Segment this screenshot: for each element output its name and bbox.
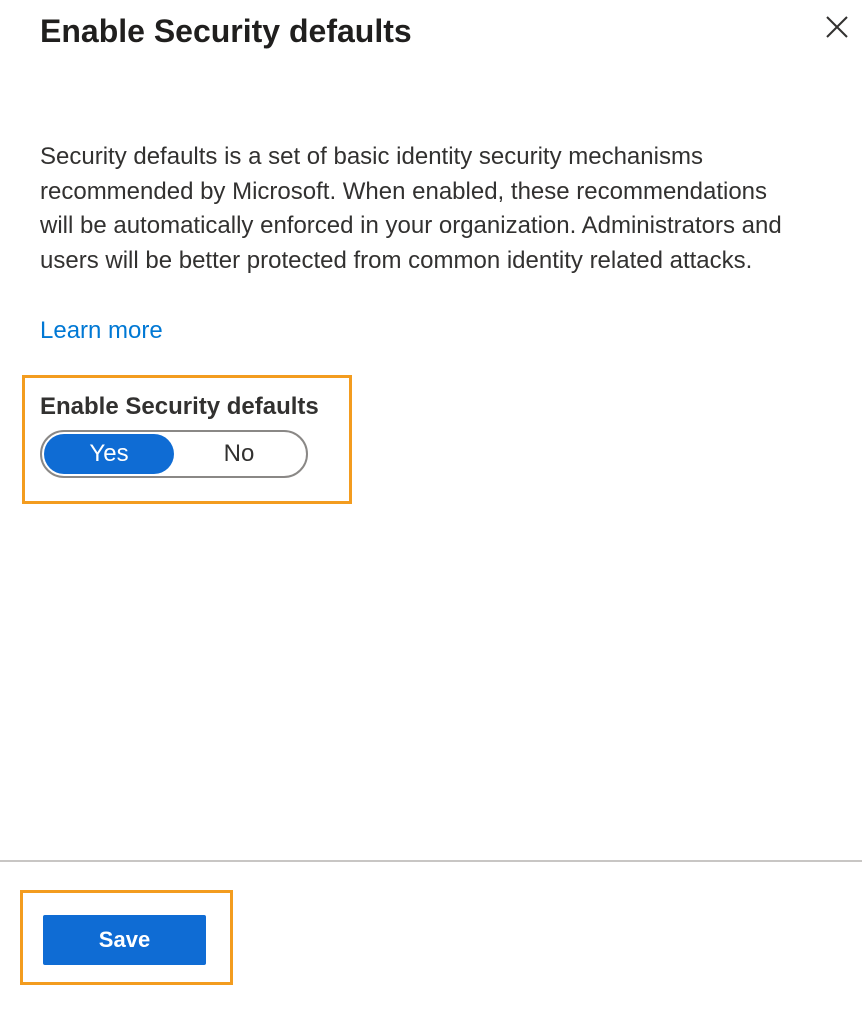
save-button[interactable]: Save bbox=[43, 915, 206, 965]
footer-divider bbox=[0, 860, 862, 862]
toggle-option-no[interactable]: No bbox=[223, 440, 255, 467]
panel-title: Enable Security defaults bbox=[40, 13, 412, 49]
learn-more-link[interactable]: Learn more bbox=[40, 317, 163, 344]
toggle-option-yes[interactable]: Yes bbox=[44, 434, 174, 474]
description-text: Security defaults is a set of basic identity security mechanisms recommended by Microsoft. When enabled, these recommendations will be automatically enforced in your organization. Administrators and users will be better protected from common identity related attacks. bbox=[40, 143, 782, 274]
enable-security-defaults-label: Enable Security defaults bbox=[40, 393, 319, 420]
security-defaults-toggle[interactable] bbox=[40, 430, 308, 478]
close-button[interactable] bbox=[822, 12, 852, 42]
close-icon bbox=[824, 14, 850, 40]
